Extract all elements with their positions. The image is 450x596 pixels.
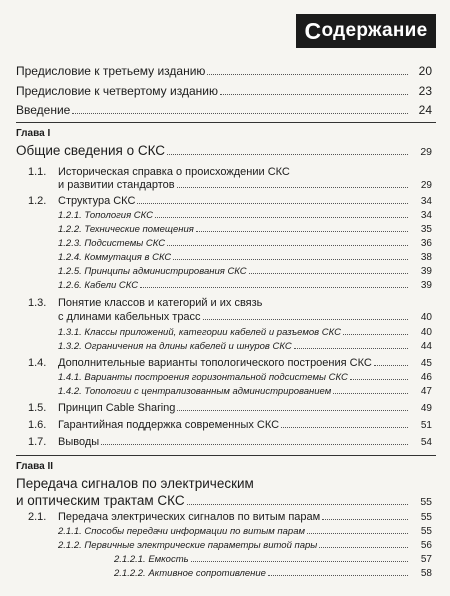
toc-chapter-2-title-line1[interactable]: Передача сигналов по электрическим xyxy=(16,476,254,491)
page-title: С одержание xyxy=(296,14,436,48)
toc-section-1-3-line2[interactable]: с длинами кабельных трасс 40 xyxy=(58,311,432,323)
toc-section-2-1[interactable]: 2.1. Передача электрических сигналов по витым парам 55 xyxy=(28,511,432,523)
toc-subsection[interactable]: 1.2.6. Кабели СКС 39 xyxy=(58,280,432,291)
toc-chapter-2-title-line2[interactable]: и оптическим трактам СКС 55 xyxy=(16,493,432,508)
toc-subsection[interactable]: 1.2.5. Принципы администрирования СКС 39 xyxy=(58,266,432,277)
toc-subsubsection[interactable]: 2.1.2.2. Активное сопротивление 58 xyxy=(114,568,432,579)
toc-subsection[interactable]: 1.2.2. Технические помещения 35 xyxy=(58,224,432,235)
toc-section-1-3-line1[interactable]: 1.3. Понятие классов и категорий и их связь xyxy=(28,297,263,309)
toc-section-1-6[interactable]: 1.6. Гарантийная поддержка современных СКС 51 xyxy=(28,419,432,431)
toc-section-1-5[interactable]: 1.5. Принцип Cable Sharing 49 xyxy=(28,402,432,414)
toc-subsubsection[interactable]: 2.1.2.1. Емкость 57 xyxy=(114,554,432,565)
toc-subsection[interactable]: 1.4.2. Топологии с централизованным администрированием 47 xyxy=(58,386,432,397)
toc-subsection[interactable]: 2.1.2. Первичные электрические параметры витой пары 56 xyxy=(58,540,432,551)
toc-section-1-1-line2[interactable]: и развитии стандартов 29 xyxy=(58,179,432,191)
chapter-1-label: Глава I xyxy=(16,128,51,139)
toc-section-1-4[interactable]: 1.4. Дополнительные варианты топологического построения СКС 45 xyxy=(28,357,432,369)
toc-subsection[interactable]: 1.3.2. Ограничения на длины кабелей и шнуров СКС 44 xyxy=(58,341,432,352)
toc-subsection[interactable]: 1.4.1. Варианты построения горизонтальной подсистемы СКС 46 xyxy=(58,372,432,383)
toc-subsection[interactable]: 1.3.1. Классы приложений, категории кабелей и разъемов СКС 40 xyxy=(58,327,432,338)
toc-section-1-7[interactable]: 1.7. Выводы 54 xyxy=(28,436,432,448)
toc-subsection[interactable]: 2.1.1. Способы передачи информации по витым парам 55 xyxy=(58,526,432,537)
chapter-2-label: Глава II xyxy=(16,461,53,472)
toc-entry-preface-4[interactable]: Предисловие к четвертому изданию 23 xyxy=(16,84,432,98)
chapter-1-divider xyxy=(16,122,436,123)
toc-section-1-2[interactable]: 1.2. Структура СКС 34 xyxy=(28,195,432,207)
toc-chapter-1-title[interactable]: Общие сведения о СКС 29 xyxy=(16,143,432,158)
toc-subsection[interactable]: 1.2.1. Топология СКС 34 xyxy=(58,210,432,221)
chapter-2-divider xyxy=(16,455,436,456)
toc-subsection[interactable]: 1.2.4. Коммутация в СКС 38 xyxy=(58,252,432,263)
toc-section-1-1-line1[interactable]: 1.1. Историческая справка о происхождении СКС xyxy=(28,166,290,178)
toc-subsection[interactable]: 1.2.3. Подсистемы СКС 36 xyxy=(58,238,432,249)
toc-entry-introduction[interactable]: Введение 24 xyxy=(16,103,432,117)
toc-entry-preface-3[interactable]: Предисловие к третьему изданию 20 xyxy=(16,64,432,78)
